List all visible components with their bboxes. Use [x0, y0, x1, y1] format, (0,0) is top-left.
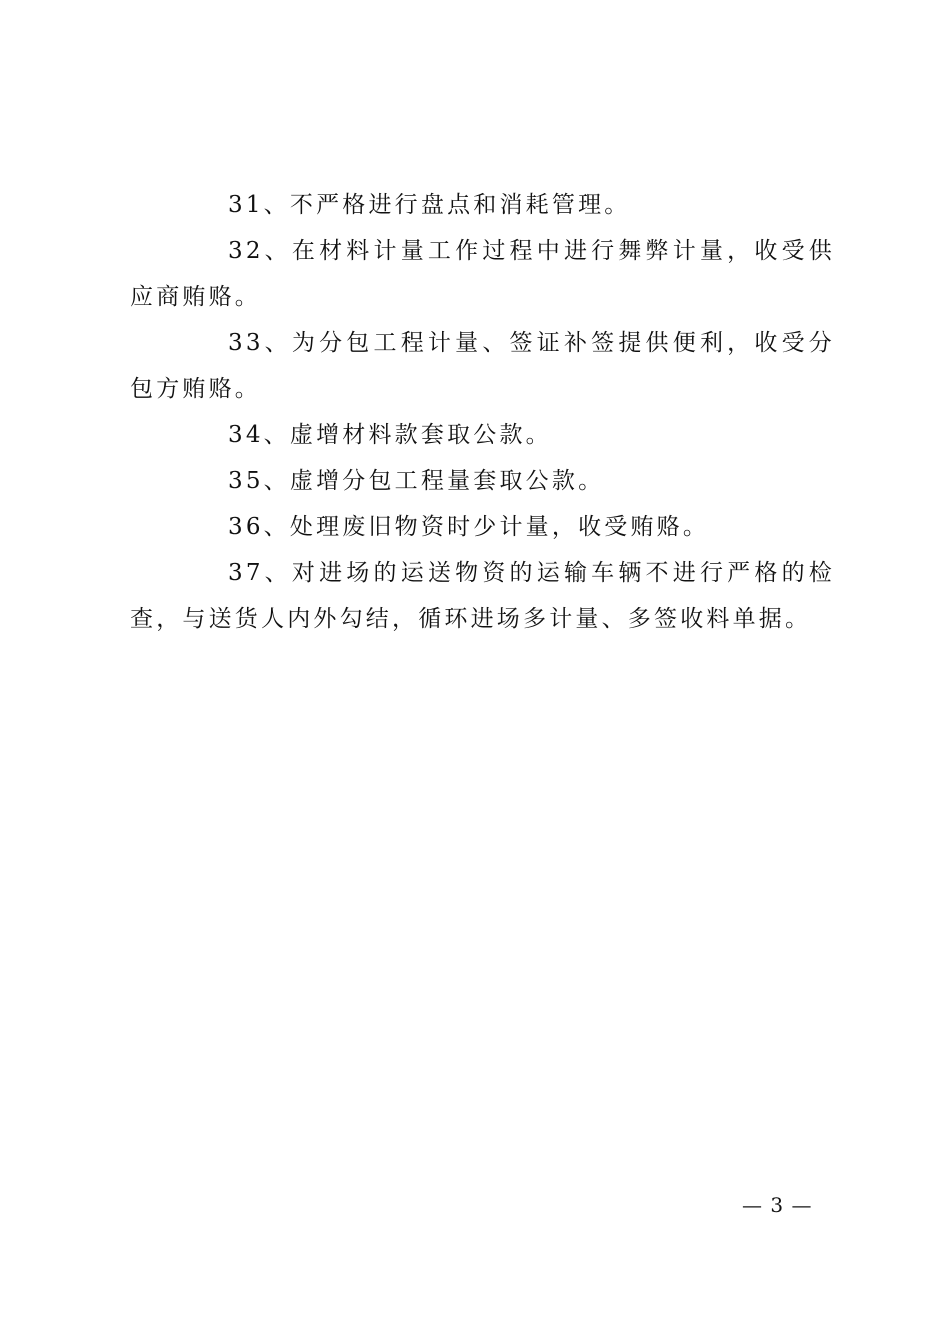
page-number: — 3 — [742, 1193, 813, 1217]
paragraph-34: 34、虚增材料款套取公款。 [228, 422, 552, 448]
paragraph-32: 32、在材料计量工作过程中进行舞弊计量，收受供应商贿赂。 [130, 238, 835, 310]
document-body [130, 182, 835, 642]
paragraph-35: 35、虚增分包工程量套取公款。 [228, 468, 605, 494]
paragraph-33: 33、为分包工程计量、签证补签提供便利，收受分包方贿赂。 [130, 330, 835, 402]
paragraph-36: 36、处理废旧物资时少计量，收受贿赂。 [228, 514, 710, 540]
paragraph-31: 31、不严格进行盘点和消耗管理。 [228, 192, 631, 218]
paragraph-37: 37、对进场的运送物资的运输车辆不进行严格的检查，与送货人内外勾结，循环进场多计量、多签收料单据。 [130, 560, 835, 632]
